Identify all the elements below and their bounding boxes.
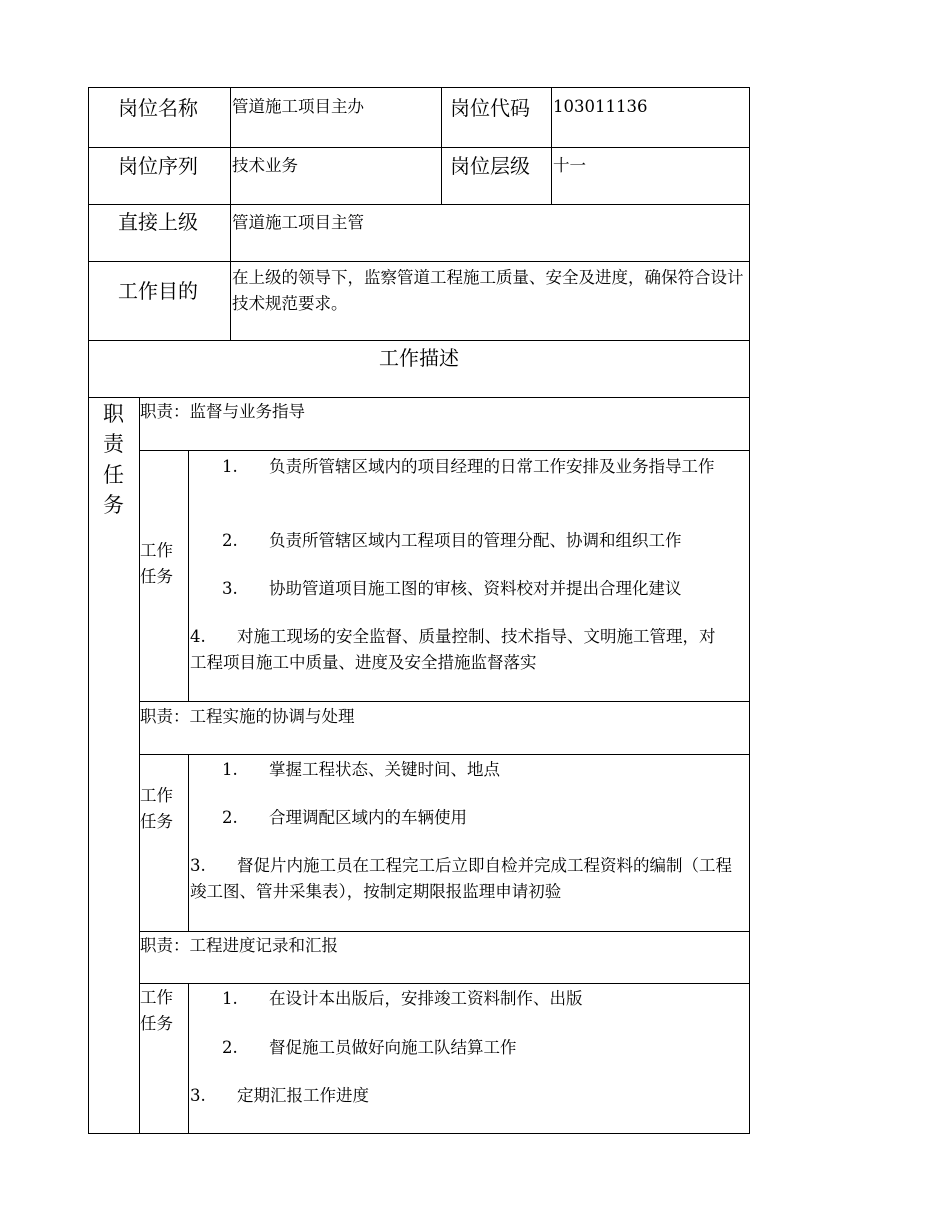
level-value: 十一: [553, 156, 586, 175]
purpose-value: 在上级的领导下，监察管道工程施工质量、安全及进度，确保符合设计技术规范要求。: [232, 268, 744, 313]
task-item: 2. 合理调配区域内的车辆使用: [222, 808, 467, 827]
level-label: 岗位层级: [450, 154, 530, 178]
position-code-label: 岗位代码: [450, 96, 530, 120]
task-item: 3. 督促片内施工员在工程完工后立即自检并完成工程资料的编制（工程竣工图、管井采集表），按制定期限报监理申请初验: [190, 856, 732, 902]
superior-value: 管道施工项目主管: [232, 213, 364, 232]
position-code-value: 103011136: [553, 97, 648, 116]
job-description-table: [88, 87, 750, 1134]
description-title: 工作描述: [379, 346, 459, 370]
sequence-value: 技术业务: [232, 156, 298, 175]
purpose-label: 工作目的: [118, 279, 198, 303]
task-item: 4. 对施工现场的安全监督、质量控制、技术指导、文明施工管理，对工程项目施工中质量、进度及安全措施监督落实: [190, 627, 716, 673]
task-item: 3. 定期汇报工作进度: [190, 1086, 369, 1105]
task-item: 2. 督促施工员做好向施工队结算工作: [222, 1038, 517, 1057]
task-item: 3. 协助管道项目施工图的审核、资料校对并提出合理化建议: [222, 579, 682, 598]
task-label: 工作任务: [140, 786, 173, 832]
duty-side-label: 职责任务: [102, 402, 124, 518]
position-name-value: 管道施工项目主办: [232, 97, 364, 116]
task-label: 工作任务: [140, 541, 173, 587]
position-name-label: 岗位名称: [118, 96, 198, 120]
sequence-label: 岗位序列: [118, 154, 198, 178]
table-frame: [88, 87, 750, 1134]
duty-title: 职责：工程实施的协调与处理: [140, 707, 355, 726]
task-item: 1. 负责所管辖区域内的项目经理的日常工作安排及业务指导工作: [222, 457, 715, 476]
superior-label: 直接上级: [118, 210, 198, 234]
task-item: 1. 掌握工程状态、关键时间、地点: [222, 760, 500, 779]
duty-title: 职责：工程进度记录和汇报: [140, 936, 338, 955]
task-item: 1. 在设计本出版后，安排竣工资料制作、出版: [222, 989, 583, 1008]
duty-title: 职责：监督与业务指导: [140, 402, 305, 421]
task-item: 2. 负责所管辖区域内工程项目的管理分配、协调和组织工作: [222, 531, 682, 550]
task-label: 工作任务: [140, 988, 173, 1034]
